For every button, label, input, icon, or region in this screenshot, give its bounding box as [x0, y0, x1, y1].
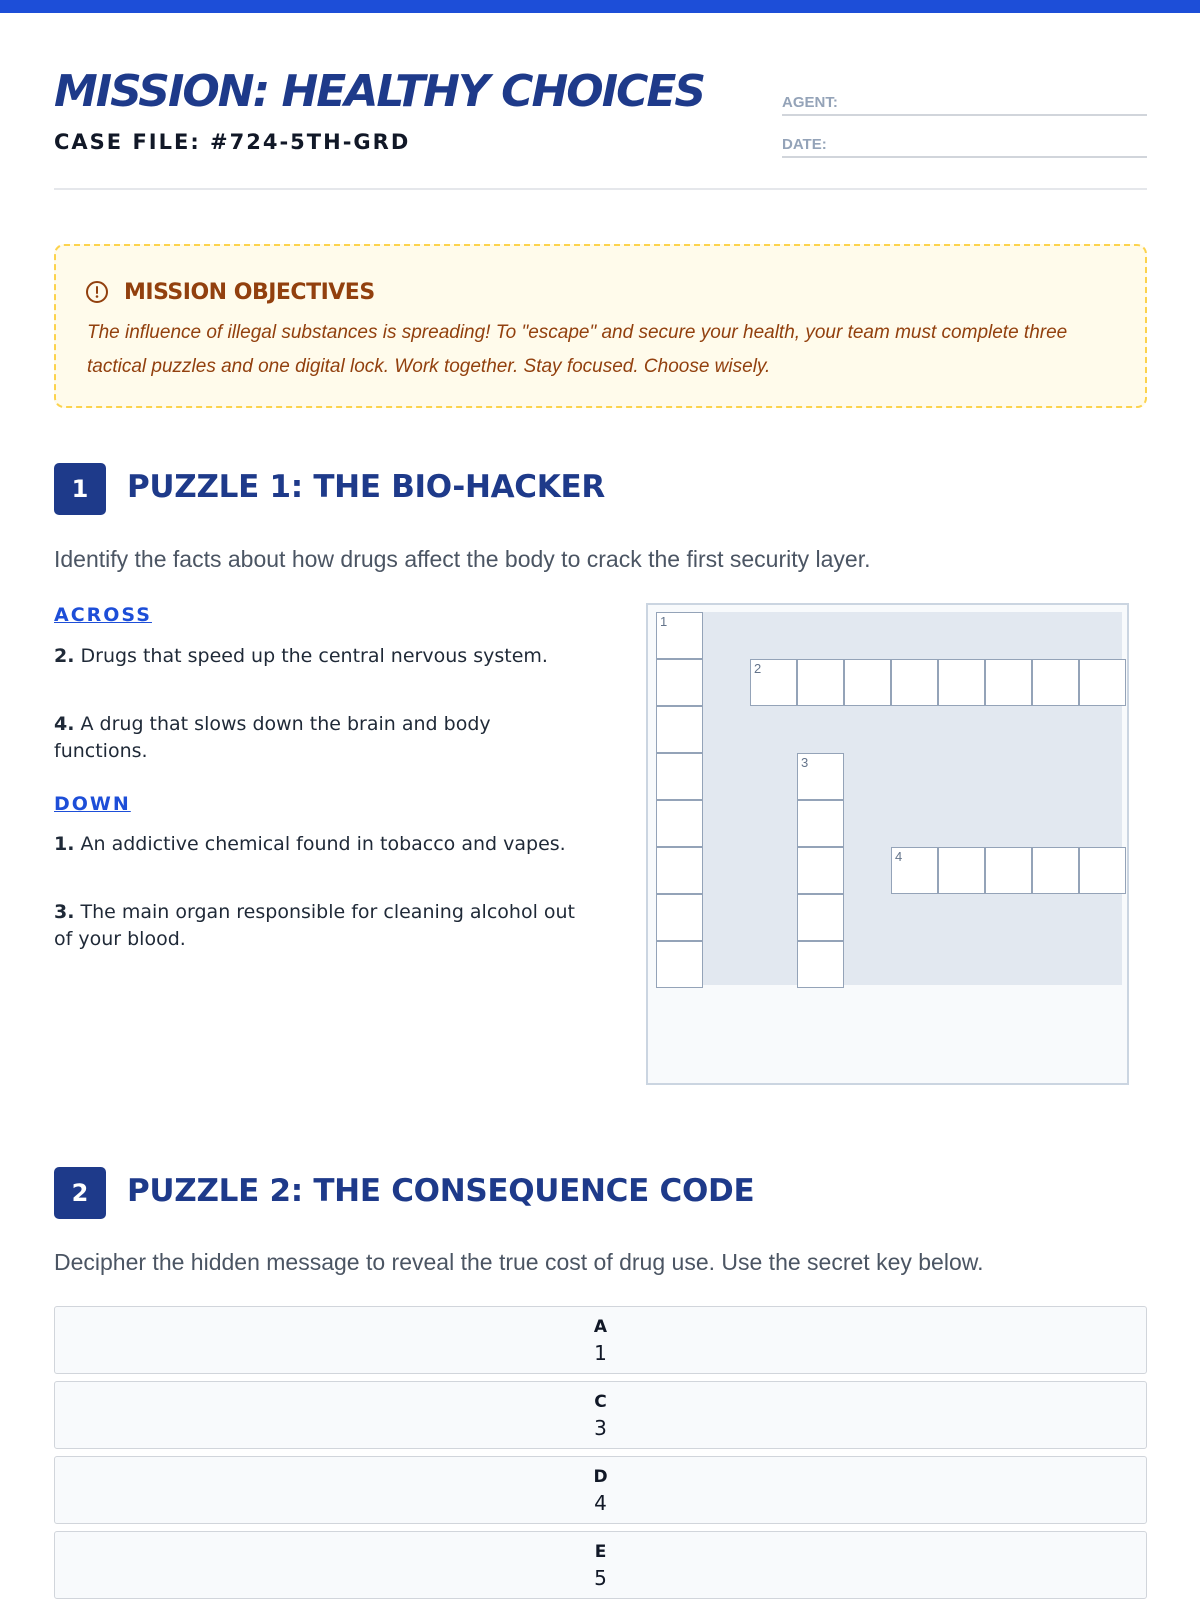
puzzle1-description: Identify the facts about how drugs affect the body to crack the first security layer. [54, 546, 871, 572]
crossword-cell[interactable] [797, 894, 844, 941]
crossword-cell[interactable] [656, 612, 703, 659]
alert-circle-icon [85, 280, 109, 304]
cipher-letter: D [593, 1467, 608, 1487]
clue-down-1: 1. An addictive chemical found in tobacco and vapes. [54, 833, 566, 855]
crossword-cell[interactable] [797, 800, 844, 847]
worksheet-header [54, 66, 1147, 190]
top-accent-bar [0, 0, 1200, 13]
cipher-key-row [54, 1306, 1147, 1374]
clue-across-4: 4. A drug that slows down the brain and body functions. [54, 713, 491, 762]
crossword-cell[interactable] [891, 847, 938, 894]
cipher-letter: A [593, 1317, 608, 1337]
clue-across-2: 2. Drugs that speed up the central nervous system. [54, 645, 548, 667]
down-heading: DOWN [54, 793, 131, 815]
crossword-clue-number: 2 [754, 661, 762, 676]
crossword-cell[interactable] [891, 659, 938, 706]
puzzle2-description: Decipher the hidden message to reveal the true cost of drug use. Use the secret key below. [54, 1249, 984, 1275]
crossword-cell[interactable] [1032, 847, 1079, 894]
crossword-cell[interactable] [985, 847, 1032, 894]
cipher-number: 5 [594, 1566, 607, 1590]
agent-label: AGENT: [782, 94, 838, 111]
cipher-letter: C [594, 1392, 607, 1412]
crossword-cell[interactable] [750, 659, 797, 706]
date-label: DATE: [782, 136, 827, 153]
crossword-cell[interactable] [844, 659, 891, 706]
cipher-number: 4 [594, 1491, 607, 1515]
crossword-cell[interactable] [656, 847, 703, 894]
crossword-cell[interactable] [656, 941, 703, 988]
agent-field[interactable] [782, 88, 1147, 116]
puzzle1-number-badge: 1 [54, 463, 106, 515]
crossword-cell[interactable] [656, 706, 703, 753]
across-heading: ACROSS [54, 604, 152, 626]
cipher-letter: E [594, 1542, 607, 1562]
crossword-cell[interactable] [656, 753, 703, 800]
cipher-number: 1 [594, 1341, 607, 1365]
crossword-cell[interactable] [656, 800, 703, 847]
date-field[interactable] [782, 130, 1147, 158]
crossword-cell[interactable] [1032, 659, 1079, 706]
crossword-cell[interactable] [797, 753, 844, 800]
crossword-cell[interactable] [985, 659, 1032, 706]
case-file-number: CASE FILE: #724-5TH-GRD [54, 130, 411, 154]
puzzle1-title: PUZZLE 1: THE BIO-HACKER [127, 469, 605, 505]
crossword-cell[interactable] [938, 659, 985, 706]
cipher-key-row [54, 1531, 1147, 1599]
crossword-clue-number: 4 [895, 849, 903, 864]
crossword-cell[interactable] [938, 847, 985, 894]
cipher-number: 3 [594, 1416, 607, 1440]
crossword-cell[interactable] [656, 894, 703, 941]
page-title: MISSION: HEALTHY CHOICES [54, 66, 705, 117]
crossword-cell[interactable] [1079, 659, 1126, 706]
crossword-clue-number: 1 [660, 614, 668, 629]
clue-down-3: 3. The main organ responsible for cleaning alcohol out of your blood. [54, 901, 576, 950]
cipher-key-row [54, 1381, 1147, 1449]
objectives-title: MISSION OBJECTIVES [124, 280, 375, 305]
crossword-cell[interactable] [797, 659, 844, 706]
crossword-cell[interactable] [1079, 847, 1126, 894]
crossword-cell[interactable] [656, 659, 703, 706]
mission-objectives-box [54, 244, 1147, 408]
crossword-grid [656, 612, 1122, 985]
objectives-text: The influence of illegal substances is spreading! To "escape" and secure your health, your team must complete three tactical puzzles and one digital lock. Work together. Stay focused. Choose wisely. [87, 322, 1068, 377]
cipher-key-row [54, 1456, 1147, 1524]
crossword-frame [646, 603, 1129, 1085]
crossword-cell[interactable] [797, 941, 844, 988]
crossword-clue-number: 3 [801, 755, 809, 770]
puzzle2-number-badge: 2 [54, 1167, 106, 1219]
puzzle2-title: PUZZLE 2: THE CONSEQUENCE CODE [127, 1173, 755, 1209]
crossword-cell[interactable] [797, 847, 844, 894]
